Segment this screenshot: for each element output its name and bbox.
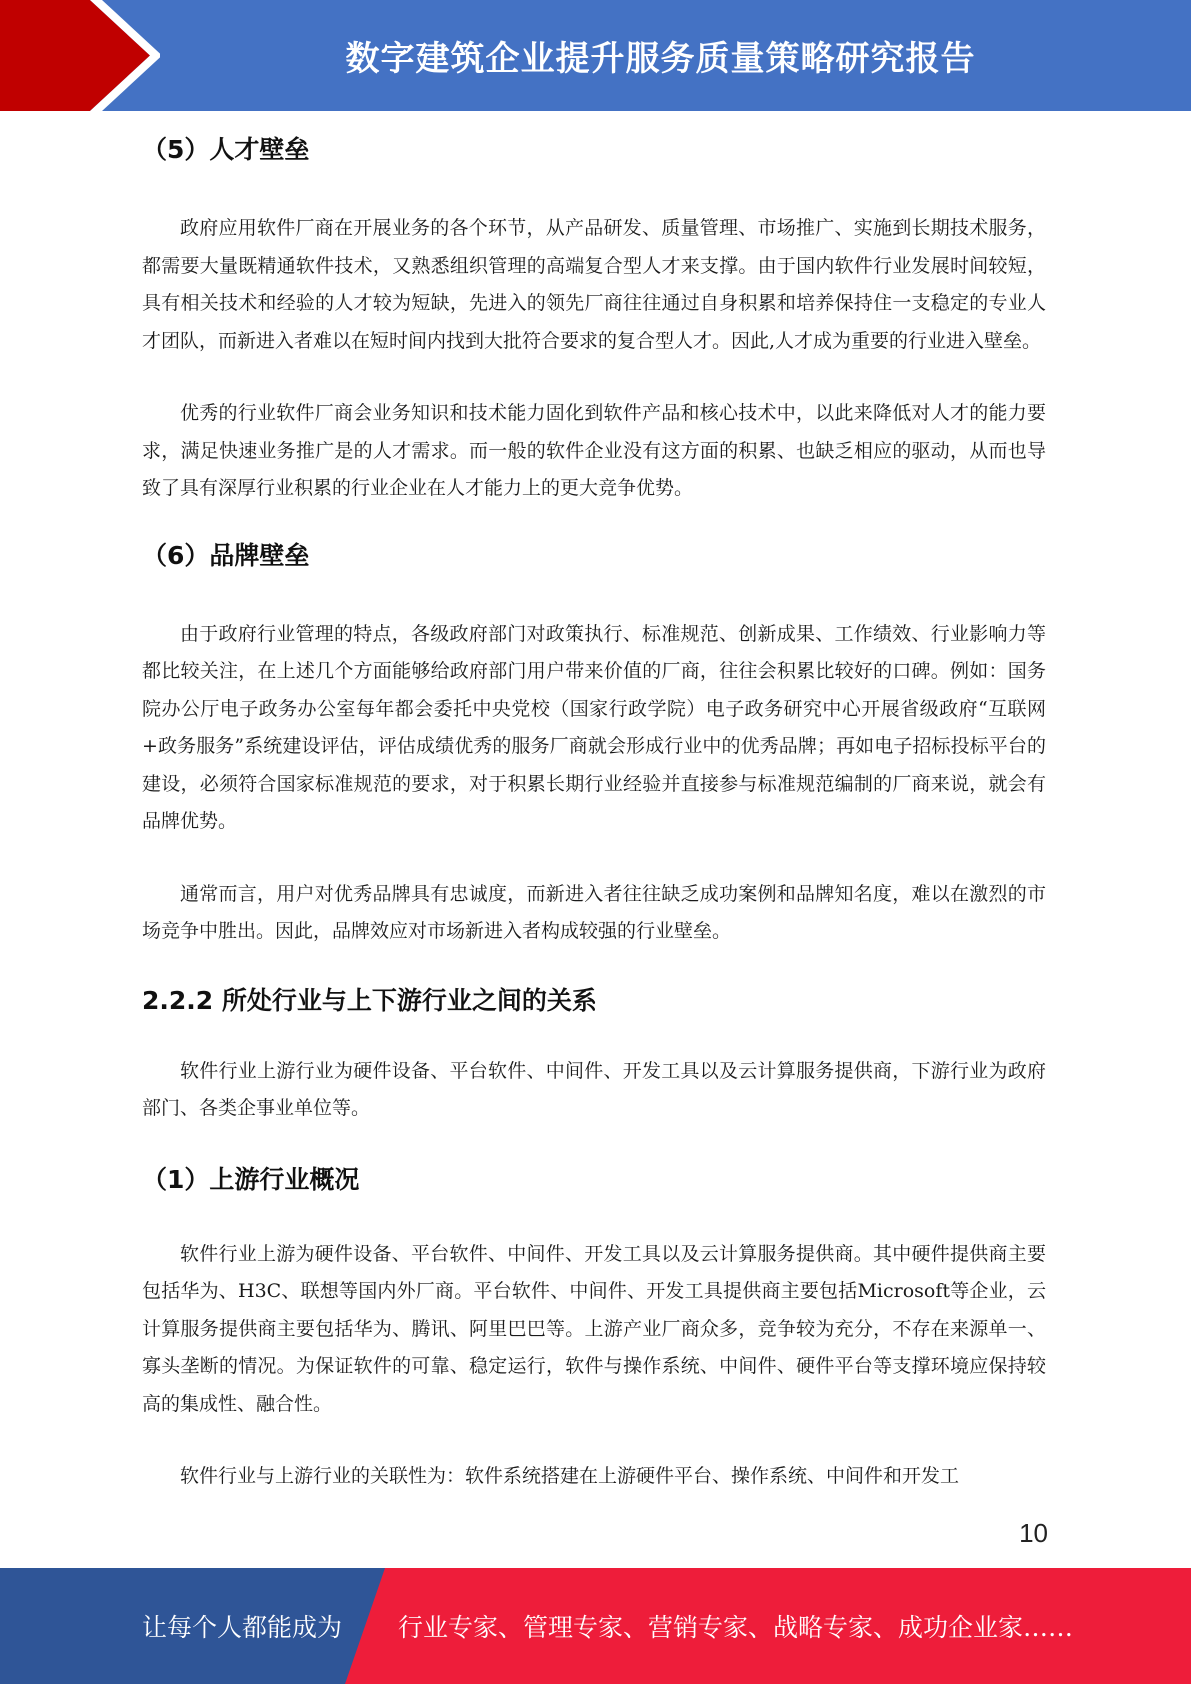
page-content [142,130,1046,1496]
paragraph-upstream-2: 软件行业与上游行业的关联性为：软件系统搭建在上游硬件平台、操作系统、中间件和开发工 [180,1465,960,1487]
section-heading-brand: （6）品牌壁垒 [142,540,310,570]
page-number: 10 [1019,1518,1048,1548]
page-footer [0,1568,1191,1684]
section-heading-upstream: （1）上游行业概况 [142,1164,360,1194]
footer-slogan-left: 让每个人都能成为 [142,1613,343,1642]
paragraph-talent-2: 优秀的行业软件厂商会业务知识和技术能力固化到软件产品和核心技术中，以此来降低对人才的能力要求，满足快速业务推广是的人才需求。而一般的软件企业没有这方面的积累、也缺乏相应的驱动，从而也导致了具有深厚行业积累的行业企业在人才能力上的更大竞争优势。 [142,402,1046,499]
document-title: 数字建筑企业提升服务质量策略研究报告 [345,39,976,79]
paragraph-relation-1: 软件行业上游行业为硬件设备、平台软件、中间件、开发工具以及云计算服务提供商，下游行业为政府部门、各类企事业单位等。 [142,1059,1046,1119]
section-heading-talent: （5）人才壁垒 [142,135,310,164]
paragraph-upstream-1: 软件行业上游为硬件设备、平台软件、中间件、开发工具以及云计算服务提供商。其中硬件提供商主要包括华为、H3C、联想等国内外厂商。平台软件、中间件、开发工具提供商主要包括Microsoft等企业，云计算服务提供商主要包括华为、腾讯、阿里巴巴等。上游产业厂商众多，竞争较为充分，不存在来源单一、寡头垄断的情况。为保证软件的可靠、稳定运行，软件与操作系统、中间件、硬件平台等支撑环境应保持较高的集成性、融合性。 [142,1242,1046,1415]
paragraph-brand-1: 由于政府行业管理的特点，各级政府部门对政策执行、标准规范、创新成果、工作绩效、行业影响力等都比较关注，在上述几个方面能够给政府部门用户带来价值的厂商，往往会积累比较好的口碑。例如：国务院办公厅电子政务办公室每年都会委托中央党校（国家行政学院）电子政务研究中心开展省级政府“互联网+政务服务”系统建设评估，评估成绩优秀的服务厂商就会形成行业中的优秀品牌；再如电子招标投标平台的建设，必须符合国家标准规范的要求，对于积累长期行业经验并直接参与标准规范编制的厂商来说，就会有品牌优势。 [142,622,1046,832]
page-header [0,0,1191,111]
header-chevron-decoration [0,0,160,111]
header-red-chevron [0,0,150,111]
section-heading-relation: 2.2.2 所处行业与上下游行业之间的关系 [142,985,597,1015]
paragraph-brand-2: 通常而言，用户对优秀品牌具有忠诚度，而新进入者往往缺乏成功案例和品牌知名度，难以在激烈的市场竞争中胜出。因此，品牌效应对市场新进入者构成较强的行业壁垒。 [142,882,1046,942]
footer-slogan-right: 行业专家、管理专家、营销专家、战略专家、成功企业家…… [398,1613,1074,1642]
paragraph-talent-1: 政府应用软件厂商在开展业务的各个环节，从产品研发、质量管理、市场推广、实施到长期技术服务，都需要大量既精通软件技术，又熟悉组织管理的高端复合型人才来支撑。由于国内软件行业发展时间较短，具有相关技术和经验的人才较为短缺，先进入的领先厂商往往通过自身积累和培养保持住一支稳定的专业人才团队，而新进入者难以在短时间内找到大批符合要求的复合型人才。因此,人才成为重要的行业进入壁垒。 [142,217,1046,352]
